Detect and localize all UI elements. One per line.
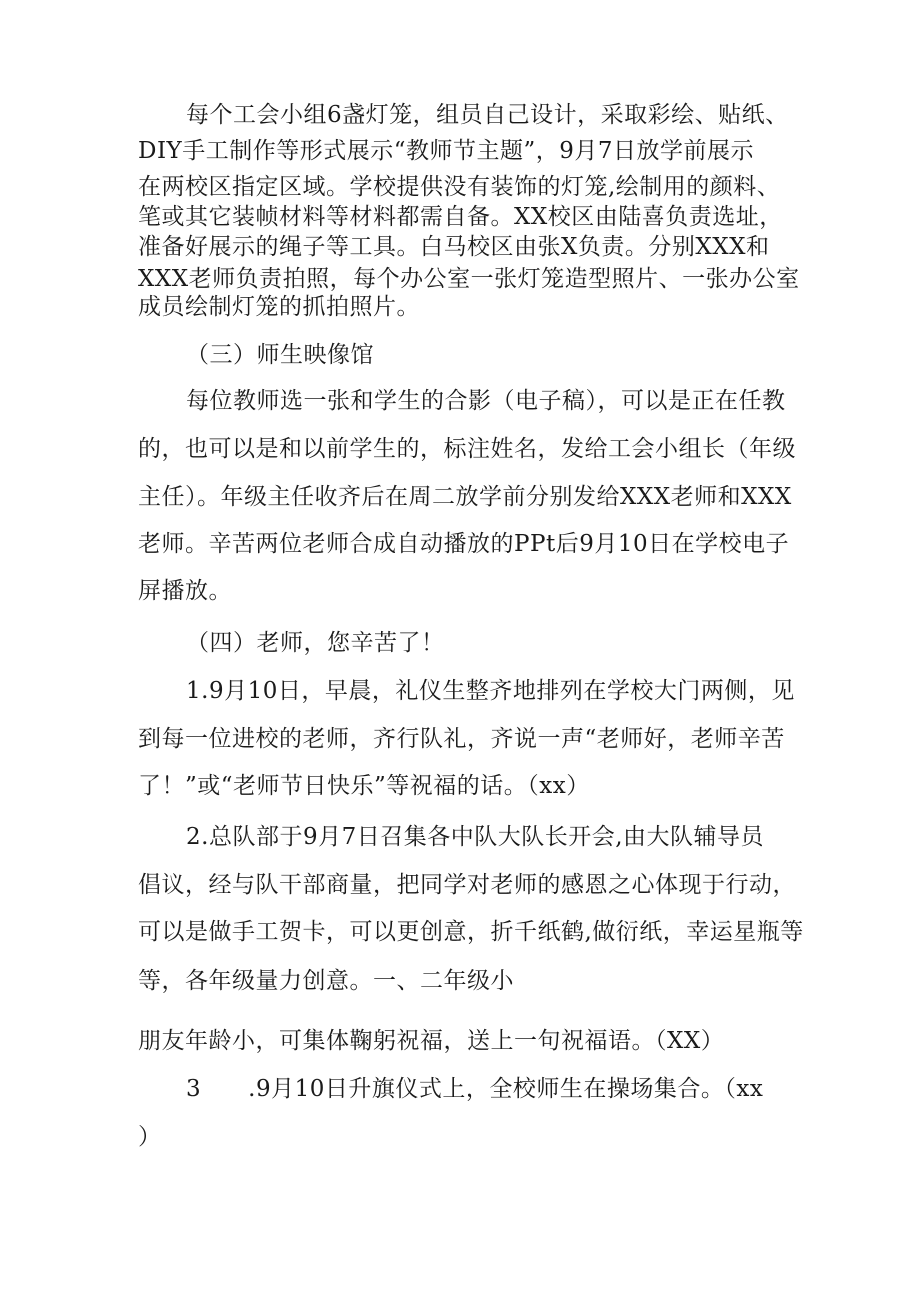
text-line: DIY手工制作等形式展示“教师节主题”，9月7日放学前展示 (138, 138, 754, 164)
text-line: ） (138, 1124, 162, 1150)
text-line: 成员绘制灯笼的抓拍照片。 (138, 294, 420, 320)
text-line: 笔或其它装帧材料等材料都需自备。XX校区由陆喜负责选址， (138, 204, 783, 230)
text-line: 朋友年龄小，可集体鞠躬祝福，送上一句祝福语。（XX） (138, 1028, 725, 1054)
text-line: 3 .9月10日升旗仪式上，全校师生在操场集合。（xx (186, 1076, 764, 1102)
text-line: 的，也可以是和以前学生的，标注姓名，发给工会小组长（年级 (138, 436, 796, 462)
text-line: 主任）。年级主任收齐后在周二放学前分别发给XXX老师和XXX (138, 484, 792, 510)
text-line: 屏播放。 (138, 578, 232, 604)
text-line: 2.总队部于9月7日召集各中队大队长开会,由大队辅导员 (186, 824, 765, 850)
text-line: 1.9月10日，早晨，礼仪生整齐地排列在学校大门两侧，见 (186, 678, 795, 704)
text-line: 在两校区指定区域。学校提供没有装饰的灯笼,绘制用的颜料、 (138, 174, 781, 200)
section-heading-4: （四）老师，您辛苦了！ (186, 630, 445, 656)
text-line: 可以是做手工贺卡，可以更创意，折千纸鹤,做衍纸，幸运星瓶等 (138, 919, 804, 945)
text-line: 了！”或“老师节日快乐”等祝福的话。（xx） (138, 773, 590, 799)
text-line: 每个工会小组6盏灯笼，组员自己设计，采取彩绘、贴纸、 (186, 102, 789, 128)
text-line: 老师。辛苦两位老师合成自动播放的PPt后9月10日在学校电子 (138, 531, 790, 557)
text-line: 倡议，经与队干部商量，把同学对老师的感恩之心体现于行动， (138, 872, 796, 898)
text-line: 等，各年级量力创意。一、二年级小 (138, 968, 514, 994)
text-line: 准备好展示的绳子等工具。白马校区由张X负责。分别XXX和 (138, 234, 770, 260)
text-line: 到每一位进校的老师，齐行队礼，齐说一声“老师好，老师辛苦 (138, 726, 785, 752)
section-heading-3: （三）师生映像馆 (186, 342, 374, 368)
text-line: XXX老师负责拍照，每个办公室一张灯笼造型照片、一张办公室 (138, 266, 800, 292)
text-line: 每位教师选一张和学生的合影（电子稿），可以是正在任教 (186, 388, 786, 414)
